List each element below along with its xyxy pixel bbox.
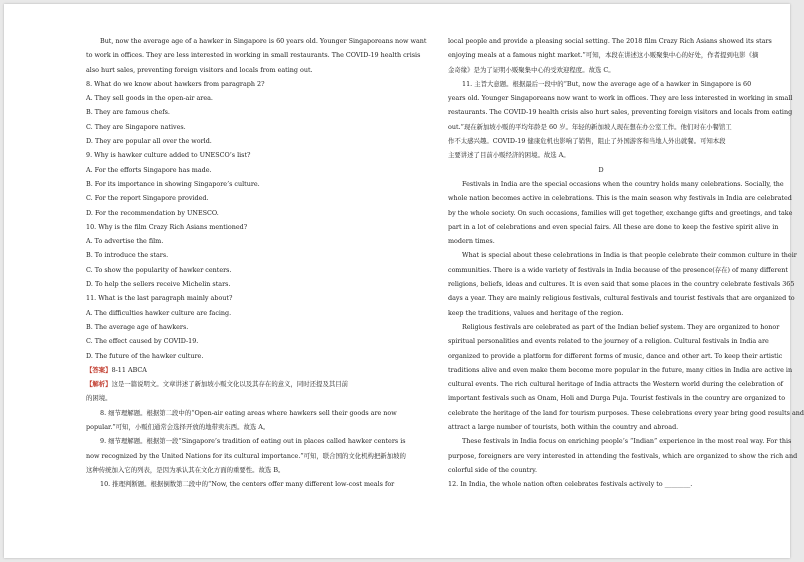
analysis-line bbox=[86, 477, 395, 491]
right-analysis-line bbox=[448, 34, 772, 48]
passage-line bbox=[448, 391, 786, 405]
passage-text: celebrate the heritage of the land for tourism purposes. These celebrations every year bring good results and bbox=[448, 408, 804, 417]
left-text-text: 11. What is the last paragraph mainly about? bbox=[86, 294, 233, 303]
passage-line bbox=[448, 320, 780, 334]
left-column-body bbox=[86, 34, 427, 363]
passage-text: modern times. bbox=[448, 237, 495, 246]
left-text-line bbox=[86, 349, 392, 363]
analysis-label: 【解析】 bbox=[86, 380, 112, 389]
right-analysis-line bbox=[448, 148, 754, 162]
passage-text: by the whole society. On such occasions, families will get together, exchange gifts and greetings, and take bbox=[448, 208, 793, 217]
left-text-line bbox=[86, 320, 392, 334]
left-text-text: A. They sell goods in the open-air area. bbox=[86, 94, 213, 103]
left-text-text: 9. Why is hawker culture added to UNESCO’s list? bbox=[86, 151, 251, 160]
left-text-line bbox=[86, 91, 392, 105]
passage-text: spiritual personalities and events related to the journey of a religion. Cultural festivals in India are bbox=[448, 337, 769, 346]
passage-text: 12. In India, the whole nation often celebrates festivals actively to ________. bbox=[448, 480, 693, 489]
analysis-text: now recognized by the United Nations for its cultural importance.”可知，联合国的文化机构把新加坡的 bbox=[86, 451, 406, 460]
analysis-text: 8. 细节理解题。根据第二段中的“Open-air eating areas where hawkers sell their goods are now bbox=[100, 408, 397, 417]
passage-line bbox=[448, 277, 795, 291]
analysis-line bbox=[86, 406, 397, 420]
passage-line bbox=[448, 220, 779, 234]
passage-text: keep the traditions, values and heritage of the region. bbox=[448, 308, 624, 317]
right-analysis-line bbox=[448, 63, 754, 77]
right-analysis-line bbox=[448, 120, 754, 134]
left-text-text: B. To introduce the stars. bbox=[86, 251, 169, 260]
passage-line bbox=[448, 291, 795, 305]
analysis-section bbox=[86, 377, 406, 491]
right-analysis-line bbox=[448, 105, 793, 119]
left-text-text: D. To help the sellers receive Michelin stars. bbox=[86, 280, 231, 289]
document-page bbox=[4, 4, 804, 558]
left-text-line bbox=[86, 177, 392, 191]
left-text-line bbox=[86, 120, 392, 134]
left-text-line bbox=[86, 220, 392, 234]
analysis-line bbox=[86, 449, 406, 463]
analysis-text: popular.”可知，小贩们通常会选择开放的地带卖东西。故选 A。 bbox=[86, 423, 270, 432]
passage-d-body bbox=[448, 177, 804, 492]
passage-text: religions, beliefs, ideas and cultures. It is even said that some places in the country celebrate festivals 365 bbox=[448, 280, 795, 289]
passage-text: cultural events. The rich cultural heritage of India attracts the Western world during the celebration of bbox=[448, 380, 784, 389]
right-analysis-text: local people and provide a pleasing social setting. The 2018 film Crazy Rich Asians showed its stars bbox=[448, 37, 772, 45]
passage-text: traditions alive and even make them become more popular in the future, many cities in India are active in bbox=[448, 365, 793, 374]
passage-text: What is special about these celebrations in India is that people celebrate their common culture in their bbox=[462, 251, 797, 260]
left-text-text: But, now the average age of a hawker in Singapore is 60 years old. Younger Singaporeans now want bbox=[100, 37, 427, 45]
left-text-line bbox=[86, 191, 392, 205]
left-text-line bbox=[86, 206, 392, 220]
left-text-text: A. For the efforts Singapore has made. bbox=[86, 165, 212, 174]
passage-line bbox=[448, 449, 798, 463]
right-column-analysis bbox=[448, 34, 793, 163]
analysis-line bbox=[86, 420, 392, 434]
left-text-text: C. To show the popularity of hawker centers. bbox=[86, 265, 232, 274]
passage-line bbox=[448, 349, 783, 363]
passage-line bbox=[448, 363, 793, 377]
passage-text: These festivals in India focus on enriching people’s “Indian” experience in the most real way. For this bbox=[462, 437, 792, 446]
right-analysis-line bbox=[448, 48, 759, 62]
right-analysis-line bbox=[448, 134, 754, 148]
left-text-text: 10. Why is the film Crazy Rich Asians mentioned? bbox=[86, 222, 248, 231]
left-text-line bbox=[86, 134, 392, 148]
left-text-line bbox=[86, 306, 392, 320]
left-text-text: D. The future of the hawker culture. bbox=[86, 351, 204, 360]
right-analysis-text: 11. 主旨大意题。根据最后一段中的“But, now the average age of a hawker in Singapore is 60 bbox=[462, 79, 752, 88]
left-text-line bbox=[86, 77, 392, 91]
passage-line bbox=[448, 420, 754, 434]
right-analysis-text: 金奇缘》是为了证明小贩聚集中心的受欢迎程度。故选 C。 bbox=[448, 65, 615, 74]
analysis-line bbox=[86, 391, 392, 405]
left-text-line bbox=[86, 334, 392, 348]
left-text-text: 8. What do we know about hawkers from paragraph 2? bbox=[86, 79, 265, 88]
left-text-text: to work in offices. They are less interested in working in small restaurants. The COVID-19 health crisis bbox=[86, 51, 421, 60]
left-text-line bbox=[86, 48, 421, 62]
right-column bbox=[448, 34, 804, 492]
passage-line bbox=[448, 206, 793, 220]
right-analysis-text: 主要讲述了目前小贩经济的困境。故选 A。 bbox=[448, 151, 570, 160]
left-text-text: D. They are popular all over the world. bbox=[86, 137, 212, 146]
passage-text: colorful side of the country. bbox=[448, 465, 537, 474]
passage-text: important festivals such as Onam, Holi and Durga Puja. Tourist festivals in the country are organized to bbox=[448, 394, 786, 403]
left-text-line bbox=[86, 63, 392, 77]
left-text-line bbox=[86, 248, 392, 262]
left-text-text: C. The effect caused by COVID-19. bbox=[86, 337, 199, 346]
left-text-line bbox=[86, 148, 392, 162]
analysis-text: 9. 细节理解题。根据第一段“Singapore’s tradition of eating out in places called hawker centers is bbox=[100, 437, 406, 446]
analysis-text: 10. 推理判断题。根据倒数第二段中的“Now, the centers offer many different low-cost meals for bbox=[100, 480, 395, 489]
passage-line bbox=[448, 463, 754, 477]
passage-text: purpose, foreigners are very interested in attending the festivals, which are organized to show the rich and bbox=[448, 451, 798, 460]
passage-line bbox=[448, 306, 754, 320]
right-analysis-text: restaurants. The COVID-19 health crisis also hurt sales, preventing foreign visitors and locals from eating bbox=[448, 108, 793, 117]
left-text-text: A. The difficulties hawker culture are facing. bbox=[86, 308, 232, 317]
passage-line bbox=[448, 248, 797, 262]
right-analysis-text: 作不太感兴趣。COVID-19 健康危机也影响了销售，阻止了外国游客和当地人外出就餐。可知本段 bbox=[448, 137, 726, 146]
right-analysis-text: years old. Younger Singaporeans now want to work in offices. They are less interested in working in small bbox=[448, 94, 793, 103]
left-text-text: B. For its importance in showing Singapore’s culture. bbox=[86, 179, 260, 188]
right-analysis-text: enjoying meals at a famous night market.”可知，本段在讲述这小贩聚集中心的好处，作者提到电影《摘 bbox=[448, 51, 759, 60]
left-text-line bbox=[86, 234, 392, 248]
passage-text: part in a lot of celebrations and even special fairs. All these are done to keep the festive spirit alive in bbox=[448, 222, 779, 231]
passage-text: Religious festivals are celebrated as part of the Indian belief system. They are organized to honor bbox=[462, 322, 780, 331]
analysis-text: 的困境。 bbox=[86, 394, 112, 403]
left-text-line bbox=[86, 34, 427, 48]
right-analysis-line bbox=[448, 91, 793, 105]
analysis-line bbox=[86, 377, 392, 391]
passage-line bbox=[448, 434, 792, 448]
passage-text: days a year. They are mainly religious festivals, cultural festivals and tourist festivals that are organized to bbox=[448, 294, 795, 303]
passage-text: communities. There is a wide variety of festivals in India because of the presence(存在) of many different bbox=[448, 265, 788, 274]
passage-line bbox=[448, 263, 788, 277]
left-text-line bbox=[86, 277, 392, 291]
passage-line bbox=[448, 334, 769, 348]
passage-line bbox=[448, 477, 754, 491]
left-text-line bbox=[86, 263, 392, 277]
left-text-text: B. The average age of hawkers. bbox=[86, 322, 189, 331]
left-text-line bbox=[86, 105, 392, 119]
passage-line bbox=[448, 406, 804, 420]
passage-line bbox=[448, 177, 784, 191]
left-column bbox=[86, 34, 427, 492]
left-text-text: D. For the recommendation by UNESCO. bbox=[86, 208, 219, 217]
passage-text: Festivals in India are the special occasions when the country holds many celebrations. Socially, the bbox=[462, 179, 784, 188]
right-analysis-line bbox=[448, 77, 754, 91]
analysis-text: 这是一篇说明文。文章讲述了新加坡小贩文化以及其存在的意义，同时还提及其目前 bbox=[111, 380, 349, 389]
answer-key bbox=[86, 363, 392, 377]
left-text-text: C. For the report Singapore provided. bbox=[86, 194, 209, 203]
left-text-text: C. They are Singapore natives. bbox=[86, 122, 186, 131]
left-text-text: A. To advertise the film. bbox=[86, 237, 164, 246]
passage-line bbox=[448, 234, 754, 248]
right-analysis-text: out.”现在新加坡小贩的平均年龄是 60 岁。年轻的新加坡人现在想在办公室工作。他们对在小餐馆工 bbox=[448, 122, 732, 131]
left-text-line bbox=[86, 163, 392, 177]
left-text-line bbox=[86, 291, 392, 305]
passage-line bbox=[448, 191, 792, 205]
passage-text: organized to provide a platform for different forms of music, dance and other art. To keep their artistic bbox=[448, 351, 783, 360]
passage-heading: D bbox=[598, 165, 604, 174]
analysis-line bbox=[86, 434, 406, 448]
answer-label: 【答案】 bbox=[86, 365, 112, 374]
left-text-text: also hurt sales, preventing foreign visitors and locals from eating out. bbox=[86, 65, 313, 74]
passage-text: whole nation becomes active in celebrations. This is the main season why festivals in India are celebrated bbox=[448, 194, 792, 203]
analysis-line bbox=[86, 463, 392, 477]
passage-text: attract a large number of tourists, both within the country and abroad. bbox=[448, 423, 679, 432]
left-text-text: B. They are famous chefs. bbox=[86, 108, 170, 117]
analysis-text: 这种传统加入它的列表，是因为承认其在文化方面的重要性。故选 B。 bbox=[86, 465, 285, 474]
passage-line bbox=[448, 377, 784, 391]
answer-value: 8-11 ABCA bbox=[111, 365, 147, 374]
